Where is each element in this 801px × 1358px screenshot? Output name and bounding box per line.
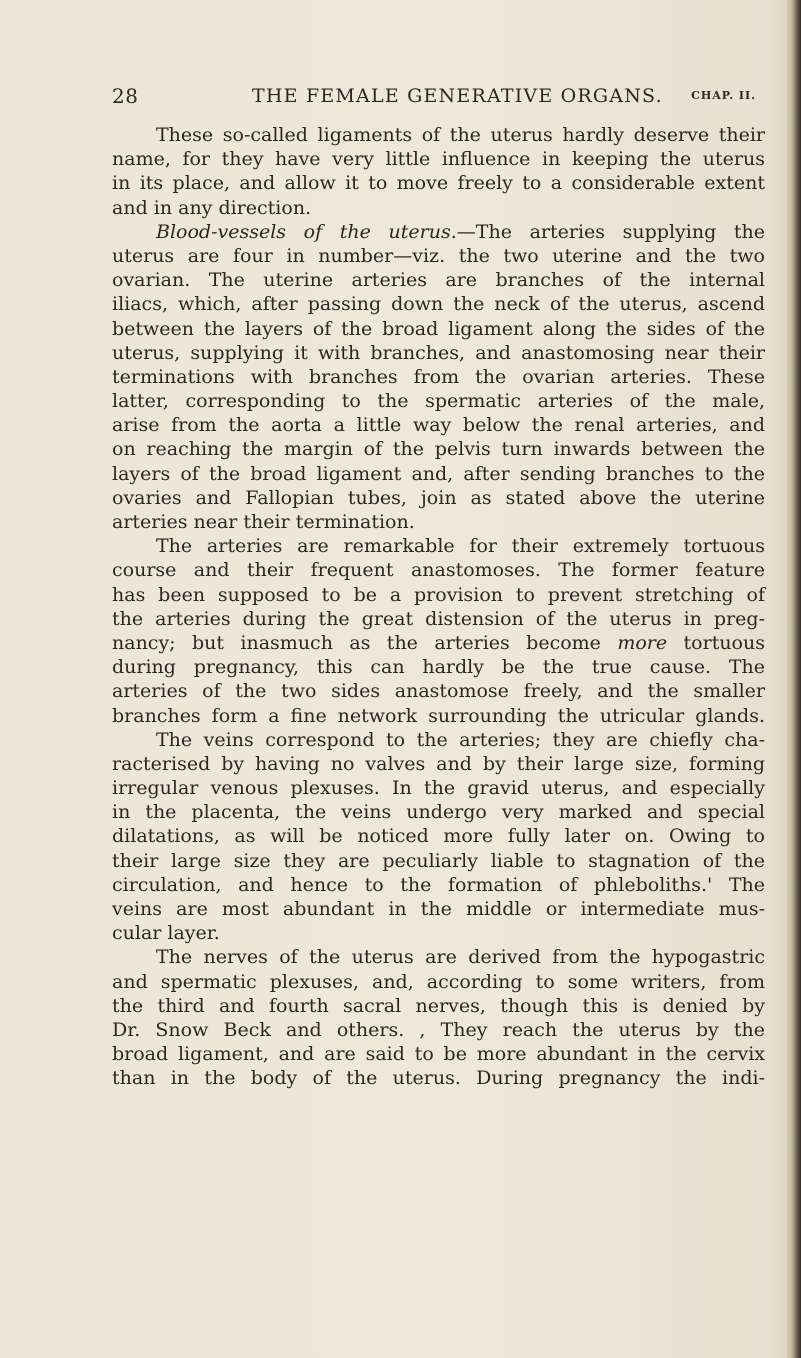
text-line: and spermatic plexuses, and, according to some writers, from	[112, 970, 765, 993]
text-line: has been supposed to be a provision to prevent stretching of	[112, 583, 765, 606]
text-line: broad ligament, and are said to be more abundant in the cervix	[112, 1043, 765, 1066]
page-number: 28	[112, 84, 139, 108]
text-line: branches form a fine network surrounding the utricular glands.	[112, 704, 765, 727]
text-line: name, for they have very little influence in keeping the uterus	[112, 148, 765, 171]
text-line: arteries of the two sides anastomose freely, and the smaller	[112, 680, 765, 703]
text-line: uterus are four in number—viz. the two uterine and the two	[112, 244, 765, 267]
page-header	[112, 84, 762, 110]
text-line: between the layers of the broad ligament along the sides of the	[112, 317, 765, 340]
text-line: racterised by having no valves and by their large size, forming	[112, 752, 765, 775]
text-line: layers of the broad ligament and, after sending branches to the	[112, 462, 765, 485]
text-line: during pregnancy, this can hardly be the true cause. The	[112, 656, 765, 679]
text-line: and in any direction.	[112, 196, 312, 219]
text-line: in its place, and allow it to move freely to a considerable extent	[112, 172, 765, 195]
text-line: their large size they are peculiarly liable to stagnation of the	[112, 849, 765, 872]
text-line: ovaries and Fallopian tubes, join as stated above the uterine	[112, 486, 765, 509]
text-line: arteries near their termination.	[112, 511, 415, 533]
text-line: in the placenta, the veins undergo very marked and special	[112, 801, 765, 824]
text-line: arise from the aorta a little way below the renal arteries, and	[112, 414, 765, 437]
text-line: dilatations, as will be noticed more fully later on. Owing to	[112, 825, 765, 848]
text-line: the third and fourth sacral nerves, though this is denied by	[112, 994, 765, 1017]
text-line: iliacs, which, after passing down the neck of the uterus, ascend	[112, 293, 765, 316]
section-heading: Blood-vessels of the uterus.	[156, 220, 457, 243]
text-line: irregular venous plexuses. In the gravid uterus, and especially	[112, 777, 765, 800]
emphasis: more	[617, 631, 668, 654]
text-line: nancy; but inasmuch as the arteries become more tortuous	[112, 631, 765, 654]
text-line: The nerves of the uterus are derived from the hypogastric	[156, 946, 765, 969]
chapter-label: CHAP. II.	[691, 89, 756, 102]
text-line: circulation, and hence to the formation of phleboliths.' The	[112, 873, 765, 896]
running-title: THE FEMALE GENERATIVE ORGANS.	[252, 85, 663, 107]
body-text	[112, 123, 765, 1091]
text-line: latter, corresponding to the spermatic arteries of the male,	[112, 390, 765, 413]
text-line: course and their frequent anastomoses. The former feature	[112, 559, 765, 582]
text-line: uterus, supplying it with branches, and anastomosing near their	[112, 341, 765, 364]
text-line: terminations with branches from the ovarian arteries. These	[112, 365, 765, 388]
page-edge-shadow	[787, 0, 801, 1358]
text-line: The arteries are remarkable for their extremely tortuous	[156, 535, 765, 558]
text-line: These so-called ligaments of the uterus hardly deserve their	[156, 124, 765, 146]
text-line: veins are most abundant in the middle or intermediate mus-	[112, 898, 765, 920]
text-line: cular layer.	[112, 922, 220, 945]
text-line: than in the body of the uterus. During pregnancy the indi-	[112, 1067, 765, 1090]
text-line: Dr. Snow Beck and others. , They reach the uterus by the	[112, 1018, 765, 1041]
text-line: ovarian. The uterine arteries are branches of the internal	[112, 269, 765, 292]
text-line: The veins correspond to the arteries; they are chiefly cha-	[156, 728, 765, 751]
text-line: on reaching the margin of the pelvis turn inwards between the	[112, 438, 765, 461]
text-line: the arteries during the great distension of the uterus in preg-	[112, 607, 765, 630]
text-line: Blood-vessels of the uterus.—The arteries supplying the	[156, 220, 766, 243]
